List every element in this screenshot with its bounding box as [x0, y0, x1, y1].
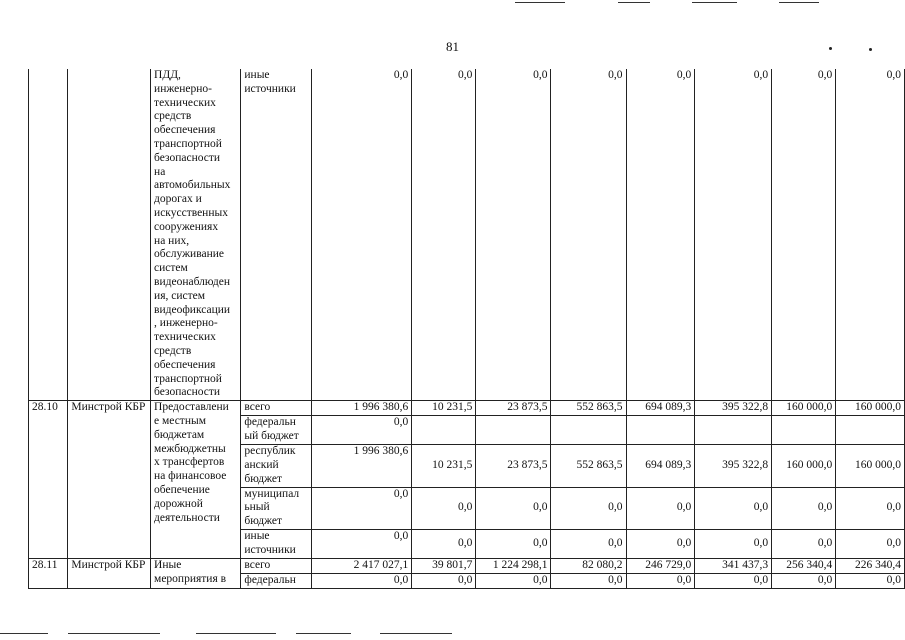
- source-cell: всего: [241, 401, 311, 416]
- value-cell: 0,0: [626, 529, 695, 558]
- source-cell: [241, 445, 311, 487]
- measure-line: систем: [154, 262, 188, 275]
- measure-line: безопасности: [154, 386, 221, 399]
- source-cell: иные источники: [241, 69, 311, 401]
- value-cell: 160 000,0: [772, 401, 836, 416]
- value-cell: 0,0: [836, 69, 905, 401]
- value-cell: 0,0: [551, 529, 626, 558]
- value-cell: 0,0: [695, 529, 772, 558]
- value-cell: 0,0: [695, 573, 772, 588]
- value-cell: 0,0: [772, 487, 836, 529]
- page-number: 81: [446, 39, 459, 54]
- measure-line: видеонаблюден: [154, 275, 231, 288]
- number-cell: [29, 69, 68, 401]
- measure-line: е местным: [154, 414, 206, 427]
- value-cell: 23 873,5: [476, 401, 551, 416]
- value-cell: 160 000,0: [836, 445, 905, 487]
- value-cell: 0,0: [311, 69, 412, 401]
- scan-line: [692, 2, 737, 3]
- value-cell: 395 322,8: [695, 401, 772, 416]
- value-cell: 0,0: [412, 573, 476, 588]
- executor-cell: Минстрой КБР: [68, 401, 151, 559]
- scan-line: [296, 633, 351, 634]
- value-cell: 341 437,3: [695, 558, 772, 573]
- value-cell: 0,0: [412, 69, 476, 401]
- value-cell: [412, 416, 476, 445]
- scan-speck: [829, 47, 832, 50]
- measure-line: межбюджетны: [154, 442, 226, 455]
- source-line: бюджет: [244, 515, 283, 528]
- scan-line: [779, 2, 819, 3]
- value-cell: 256 340,4: [772, 558, 836, 573]
- scan-line: [515, 2, 565, 3]
- table-row: [29, 401, 905, 416]
- scan-line: [618, 2, 650, 3]
- value-cell: 552 863,5: [551, 401, 626, 416]
- value-cell: 0,0: [412, 487, 476, 529]
- value-cell: 10 231,5: [412, 401, 476, 416]
- measure-line: Предоставлени: [154, 401, 229, 414]
- source-line: ьный: [244, 501, 270, 514]
- table-row: [29, 69, 905, 401]
- value-cell: 694 089,3: [626, 401, 695, 416]
- measure-line: на финансовое: [154, 470, 227, 483]
- value-cell: 0,0: [551, 487, 626, 529]
- source-line: муниципал: [244, 487, 300, 500]
- value-cell: 0,0: [476, 487, 551, 529]
- measure-line: технических: [154, 331, 216, 344]
- measure-line: ия, систем: [154, 289, 206, 302]
- measure-line: обепечение: [154, 483, 210, 496]
- measure-line: транспортной: [154, 372, 222, 385]
- scan-speck: [869, 48, 872, 51]
- measure-line: , инженерно-: [154, 317, 218, 330]
- measure-line: дорожной: [154, 497, 203, 510]
- source-cell: федеральн: [241, 573, 311, 588]
- value-cell: [836, 416, 905, 445]
- value-cell: 0,0: [695, 69, 772, 401]
- executor-cell: [68, 69, 151, 401]
- value-cell: 0,0: [476, 69, 551, 401]
- source-cell: [241, 416, 311, 445]
- measure-line: технических: [154, 96, 216, 109]
- measure-line: сооружениях: [154, 220, 219, 233]
- value-cell: [476, 416, 551, 445]
- value-cell: 0,0: [476, 573, 551, 588]
- measure-line: на: [154, 165, 166, 178]
- measure-line: бюджетам: [154, 428, 205, 441]
- scan-line: [68, 633, 160, 634]
- value-cell: 1 996 380,6: [311, 401, 412, 416]
- value-cell: 0,0: [626, 573, 695, 588]
- measure-cell: [151, 69, 241, 401]
- source-line: иные: [244, 529, 270, 542]
- measure-line: транспортной: [154, 137, 222, 150]
- source-line: бюджет: [244, 472, 283, 485]
- source-line: анский: [244, 458, 279, 471]
- scan-line: [196, 633, 276, 634]
- value-cell: 694 089,3: [626, 445, 695, 487]
- measure-line: на них,: [154, 234, 190, 247]
- scan-line: [380, 633, 452, 634]
- number-cell: 28.10: [29, 401, 68, 559]
- measure-cell: Иные мероприятия в: [151, 558, 241, 588]
- financing-table: [28, 69, 905, 589]
- value-cell: 552 863,5: [551, 445, 626, 487]
- measure-cell: [151, 401, 241, 559]
- measure-line: искусственных: [154, 206, 228, 219]
- value-cell: 0,0: [772, 529, 836, 558]
- value-cell: [551, 416, 626, 445]
- source-line: федеральн: [244, 416, 296, 429]
- measure-line: дорогах и: [154, 193, 202, 206]
- value-cell: 0,0: [695, 487, 772, 529]
- value-cell: 1 224 298,1: [476, 558, 551, 573]
- value-cell: [695, 416, 772, 445]
- source-line: ый бюджет: [244, 429, 299, 442]
- value-cell: 246 729,0: [626, 558, 695, 573]
- source-cell: [241, 529, 311, 558]
- scan-line: [0, 633, 48, 634]
- value-cell: 82 080,2: [551, 558, 626, 573]
- value-cell: 1 996 380,6: [311, 445, 412, 487]
- value-cell: 0,0: [772, 69, 836, 401]
- value-cell: 0,0: [836, 573, 905, 588]
- value-cell: 39 801,7: [412, 558, 476, 573]
- value-cell: 0,0: [836, 529, 905, 558]
- measure-line: х трансфертов: [154, 456, 225, 469]
- measure-line: обеспечения: [154, 124, 216, 137]
- measure-line: видеофиксации: [154, 303, 231, 316]
- source-line: источники: [244, 543, 296, 556]
- value-cell: 0,0: [311, 573, 412, 588]
- measure-line: средств: [154, 344, 192, 357]
- source-line: республик: [244, 445, 296, 458]
- measure-line: деятельности: [154, 511, 220, 524]
- value-cell: 0,0: [311, 416, 412, 445]
- value-cell: 2 417 027,1: [311, 558, 412, 573]
- table-row: [29, 558, 905, 573]
- value-cell: 0,0: [551, 573, 626, 588]
- measure-line: ПДД,: [154, 69, 181, 81]
- value-cell: 23 873,5: [476, 445, 551, 487]
- value-cell: 10 231,5: [412, 445, 476, 487]
- measure-line: автомобильных: [154, 179, 231, 192]
- value-cell: 0,0: [551, 69, 626, 401]
- value-cell: [772, 416, 836, 445]
- measure-line: безопасности: [154, 151, 221, 164]
- value-cell: 0,0: [772, 573, 836, 588]
- value-cell: 395 322,8: [695, 445, 772, 487]
- executor-cell: Минстрой КБР: [68, 558, 151, 588]
- measure-line: средств: [154, 110, 192, 123]
- value-cell: 0,0: [476, 529, 551, 558]
- measure-line: обслуживание: [154, 248, 224, 261]
- value-cell: 0,0: [626, 69, 695, 401]
- value-cell: 0,0: [626, 487, 695, 529]
- measure-line: инженерно-: [154, 82, 212, 95]
- source-cell: всего: [241, 558, 311, 573]
- measure-line: обеспечения: [154, 358, 216, 371]
- value-cell: 0,0: [311, 529, 412, 558]
- number-cell: 28.11: [29, 558, 68, 588]
- value-cell: 226 340,4: [836, 558, 905, 573]
- source-cell: [241, 487, 311, 529]
- value-cell: 160 000,0: [772, 445, 836, 487]
- value-cell: 0,0: [836, 487, 905, 529]
- value-cell: [626, 416, 695, 445]
- value-cell: 0,0: [311, 487, 412, 529]
- value-cell: 160 000,0: [836, 401, 905, 416]
- value-cell: 0,0: [412, 529, 476, 558]
